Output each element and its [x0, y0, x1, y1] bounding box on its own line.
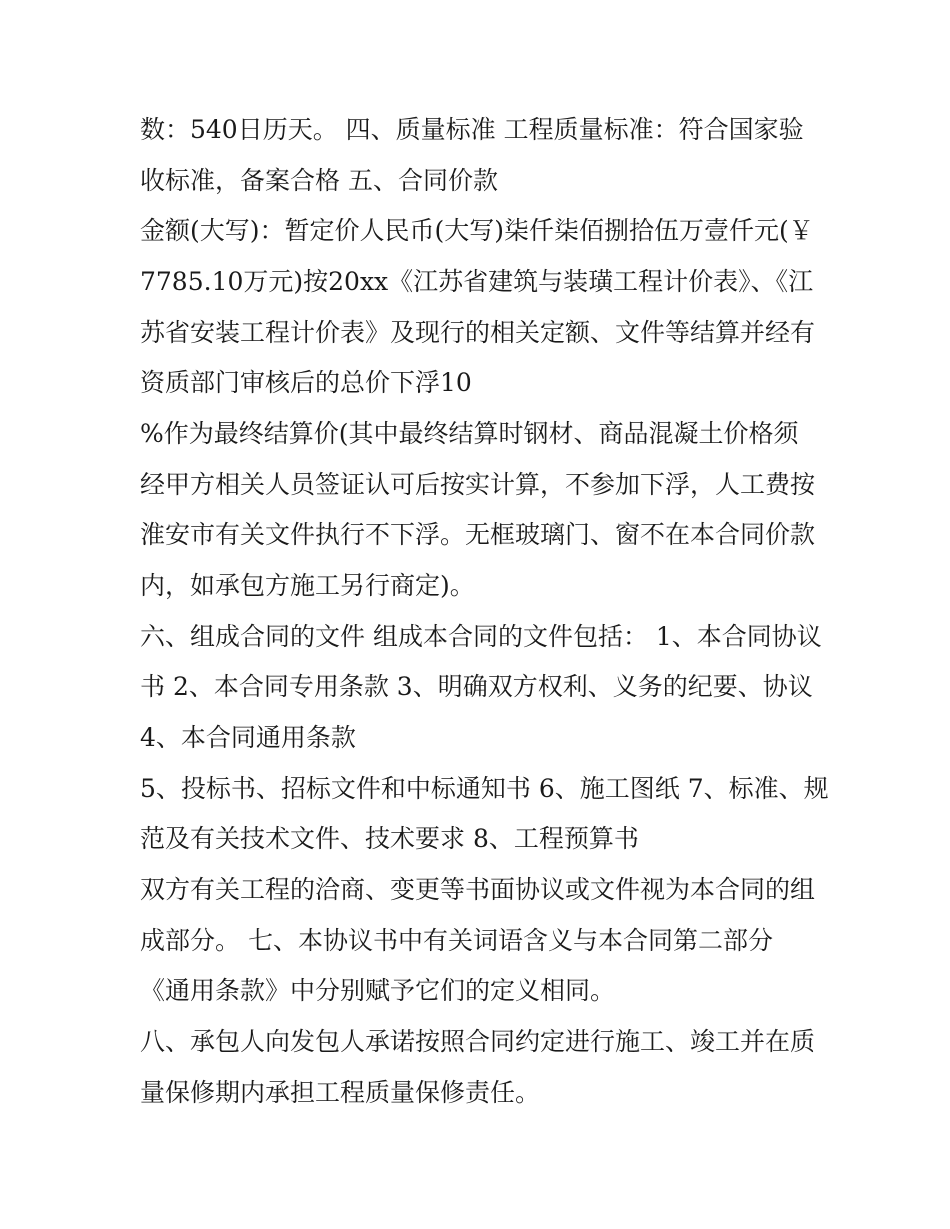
text-line: 范及有关技术文件、技术要求 8、工程预算书 — [140, 824, 639, 853]
text-line: 成部分。 七、本协议书中有关词语含义与本合同第二部分 — [140, 926, 773, 955]
text-line: 内，如承包方施工另行商定)。 — [140, 571, 475, 600]
text-line: 7785.10万元)按20xx《江苏省建筑与装璜工程计价表》、《江 — [140, 267, 814, 296]
text-line: 4、本合同通用条款 — [140, 723, 356, 752]
text-line: 经甲方相关人员签证认可后按实计算，不参加下浮，人工费按 — [140, 470, 816, 499]
text-line: 数：540日历天。 四、质量标准 工程质量标准：符合国家验 — [140, 115, 804, 144]
text-line: 苏省安装工程计价表》及现行的相关定额、文件等结算并经有 — [140, 318, 816, 347]
text-line: 资质部门审核后的总价下浮10 — [140, 368, 472, 397]
text-line: 书 2、本合同专用条款 3、明确双方权利、义务的纪要、协议 — [140, 672, 813, 701]
text-line: 淮安市有关文件执行不下浮。无框玻璃门、窗不在本合同价款 — [140, 520, 816, 549]
text-line: 《通用条款》中分别赋予它们的定义相同。 — [140, 976, 616, 1005]
text-line: %作为最终结算价(其中最终结算时钢材、商品混凝土价格须 — [140, 419, 799, 448]
text-line: 六、组成合同的文件 组成本合同的文件包括： 1、本合同协议 — [140, 622, 822, 651]
text-line: 5、投标书、招标文件和中标通知书 6、施工图纸 7、标准、规 — [140, 774, 829, 803]
text-line: 量保修期内承担工程质量保修责任。 — [140, 1078, 541, 1107]
text-line: 收标准，备案合格 五、合同价款 — [140, 166, 498, 195]
text-line: 双方有关工程的洽商、变更等书面协议或文件视为本合同的组 — [140, 875, 816, 904]
text-line: 金额(大写)：暂定价人民币(大写)柒仟柒佰捌拾伍万壹仟元(￥ — [140, 216, 814, 245]
text-line: 八、承包人向发包人承诺按照合同约定进行施工、竣工并在质 — [140, 1027, 816, 1056]
